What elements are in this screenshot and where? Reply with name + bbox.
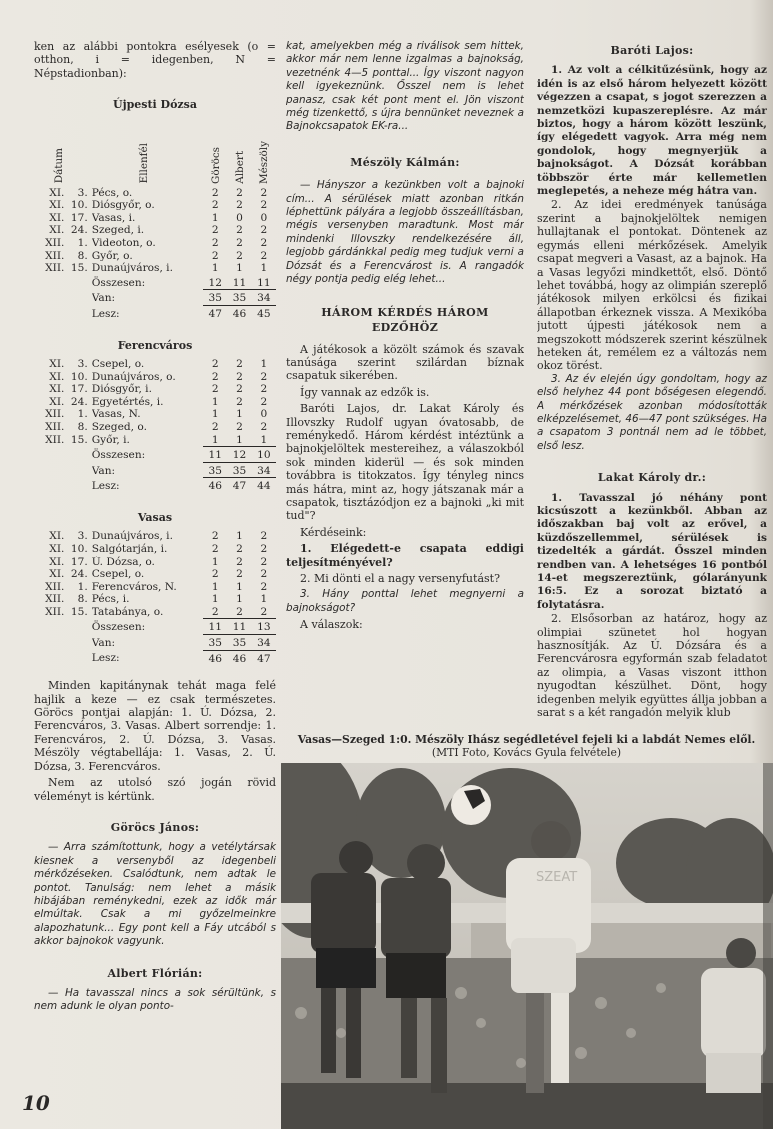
spacer bbox=[67, 305, 91, 320]
day-cell: 15. bbox=[70, 606, 88, 619]
albert-total: 12 bbox=[227, 447, 251, 463]
meszoly-points: 1 bbox=[260, 593, 268, 606]
gorocs-points: 1 bbox=[211, 555, 219, 568]
interview-heading-lakat: Lakat Károly dr.: bbox=[597, 471, 707, 485]
table-row bbox=[34, 530, 276, 543]
albert-points: 2 bbox=[236, 568, 243, 581]
month-cell: XI. bbox=[49, 555, 65, 568]
month-cell: XI. bbox=[49, 530, 65, 543]
albert-total: 11 bbox=[232, 276, 247, 289]
team-heading: Vasas bbox=[137, 510, 173, 524]
paragraph: Baróti Lajos, dr. Lakat Károly és Illovszky Rudolf ugyan óvatosabb, de reménykedő. Három kérdést intéztünk a bajnokjelöltek mestereihez, a válaszokból sok minden kiderül — és sok minden továbbra is titokzatos. Így tényleg nincs más hátra, mint az, hogy játszanak már a csapatok, tisztázódjon ez a bajnoki „ki mit tud"? bbox=[286, 402, 524, 523]
gorocs-points: 1 bbox=[211, 433, 219, 446]
day-cell: 15. bbox=[70, 433, 88, 446]
month-cell: XII. bbox=[45, 249, 65, 262]
meszoly-total: 34 bbox=[252, 290, 276, 306]
day-cell: 8. bbox=[77, 420, 88, 433]
question-2: 2. Mi dönti el a nagy versenyfutást? bbox=[300, 572, 500, 585]
page-number: 10 bbox=[22, 1091, 50, 1115]
opponent-cell: Diósgyőr, o. bbox=[91, 199, 155, 212]
albert-total: 46 bbox=[227, 305, 251, 320]
meszoly-points: 2 bbox=[260, 395, 268, 408]
albert-points: 2 bbox=[236, 199, 243, 212]
question-1: 1. Elégedett-e csapata eddigi teljesítményével? bbox=[286, 542, 524, 569]
table-row bbox=[34, 568, 276, 581]
opponent-cell: Pécs, o. bbox=[91, 186, 133, 199]
albert-points: 1 bbox=[236, 433, 243, 446]
gorocs-points: 2 bbox=[211, 224, 219, 237]
opponent-cell: Ú. Dózsa, o. bbox=[91, 555, 155, 568]
table-row bbox=[34, 358, 276, 371]
albert-points: 2 bbox=[236, 383, 243, 396]
gorocs-points: 2 bbox=[211, 542, 219, 555]
quote-albert: — Ha tavasszal nincs a sok sérültünk, s nem adunk le olyan ponto- bbox=[34, 986, 276, 1013]
match-photo bbox=[281, 763, 773, 1129]
gorocs-total: 35 bbox=[203, 635, 227, 651]
gorocs-total: 11 bbox=[203, 447, 227, 463]
paragraph: A válaszok: bbox=[300, 618, 363, 632]
answer-baroti-3: 3. Az év elején úgy gondoltam, hogy az első helyhez 44 pont bőségesen elegendő. A mérkőzések azonban módosították elképzelésemet, 46—47 pont szükséges. Ha a csapatom 3 pontnál nem ad le többet, első lesz. bbox=[537, 372, 767, 452]
section-heading bbox=[286, 305, 524, 335]
albert-points: 2 bbox=[236, 605, 243, 618]
interview-heading-albert: Albert Flórián: bbox=[107, 966, 203, 980]
section-heading-line-2: EDZŐHÖZ bbox=[371, 320, 439, 334]
day-cell: 15. bbox=[70, 262, 88, 275]
total-row-lesz bbox=[34, 650, 276, 665]
table-row bbox=[34, 434, 276, 447]
gorocs-total: 12 bbox=[208, 276, 222, 289]
gorocs-total: 11 bbox=[203, 619, 227, 635]
month-cell: XI. bbox=[49, 357, 65, 370]
interview-heading-gorocs: Göröcs János: bbox=[110, 820, 200, 834]
gorocs-total: 46 bbox=[203, 650, 227, 665]
column-headers bbox=[34, 118, 276, 184]
opponent-cell: Dunaújváros, i. bbox=[91, 530, 173, 543]
jersey-text: SZEAT bbox=[536, 870, 578, 885]
table-row bbox=[34, 250, 276, 263]
interview-heading-baroti: Baróti Lajos: bbox=[610, 44, 694, 57]
albert-points: 2 bbox=[236, 186, 243, 199]
table-row bbox=[34, 396, 276, 409]
meszoly-points: 2 bbox=[260, 555, 268, 568]
paragraph: A játékosok a közölt számok és szavak tanúsága szerint szilárdan bíznak csapatuk sikerében. bbox=[286, 342, 524, 383]
day-cell: 1. bbox=[77, 580, 88, 593]
opponent-cell: Egyetértés, i. bbox=[91, 395, 164, 408]
answer-baroti-2: 2. Az idei eredmények tanúsága szerint a bajnokjelöltek nemigen hullajtanak el pontokat. Döntenek az egymás elleni mérkőzések. Amelyik csapat megveri a Vasast, az a bajnok. Ha a Vasas legyőzi mindkettőt, első. Döntő lehet továbbá, hogy az olimpián szereplő játékosok milyen erkölcsi és fizikai állapotban érkeznek vissza. A Mexikóba jutott újpesti játékosok nem a megszokott módszerek szerint készülnek heteken át, remélem ez a változás nem okoz törést. bbox=[537, 198, 767, 373]
meszoly-total: 45 bbox=[252, 305, 276, 320]
spacer bbox=[67, 462, 91, 478]
albert-total: 35 bbox=[227, 635, 251, 651]
paragraph: Nem az utolsó szó jogán rövid véleményt is kértünk. bbox=[34, 776, 276, 803]
table-row bbox=[34, 224, 276, 237]
opponent-cell: Csepel, o. bbox=[91, 357, 145, 370]
spacer bbox=[34, 305, 67, 320]
meszoly-total: 44 bbox=[252, 478, 276, 493]
day-cell: 8. bbox=[77, 249, 88, 262]
total-label: Van: bbox=[91, 292, 116, 305]
answer-lakat-1: 1. Tavasszal jó néhány pont kicsúszott a kezünkből. Abban az időszakban baj volt az erővel, a küzdőszellemmel, sérülések is tizedelték a gárdát. Ősszel minden rendben van. A lehetséges 16 pontból 14-et megszereztünk, gólarányunk 16:5. Ez a sorozat biztató a folytatásra. bbox=[537, 491, 767, 611]
albert-total: 11 bbox=[227, 619, 251, 635]
meszoly-total: 34 bbox=[252, 635, 276, 651]
opponent-cell: Vasas, i. bbox=[91, 211, 136, 224]
month-cell: XI. bbox=[49, 370, 65, 383]
day-cell: 1. bbox=[77, 237, 88, 249]
total-label: Lesz: bbox=[91, 480, 120, 493]
schedule-table bbox=[34, 530, 276, 665]
gorocs-points: 2 bbox=[211, 605, 219, 618]
left-column bbox=[34, 40, 276, 1014]
albert-points: 2 bbox=[236, 224, 243, 237]
meszoly-points: 2 bbox=[260, 224, 268, 237]
meszoly-points: 2 bbox=[260, 568, 268, 581]
total-label: Van: bbox=[91, 637, 116, 650]
opponent-cell: Salgótarján, i. bbox=[91, 542, 168, 555]
albert-points: 1 bbox=[236, 580, 243, 593]
albert-points: 1 bbox=[236, 530, 243, 543]
albert-points: 2 bbox=[236, 249, 243, 262]
month-cell: XII. bbox=[45, 408, 65, 421]
meszoly-points: 2 bbox=[260, 237, 268, 249]
gorocs-points: 2 bbox=[211, 199, 219, 212]
total-row-van bbox=[34, 462, 276, 478]
column-header: Göröcs bbox=[210, 146, 222, 184]
photo-caption bbox=[280, 733, 773, 759]
day-cell: 10. bbox=[70, 370, 88, 383]
meszoly-total: 11 bbox=[257, 276, 271, 289]
meszoly-total: 13 bbox=[252, 619, 276, 635]
quote-albert-continued: kat, amelyekben még a riválisok sem hittek, akkor már nem lenne izgalmas a bajnokság, vezetnénk 4—5 ponttal... Így viszont nagyon kell igyekeznünk. Ősszel nem is lehet panasz, csak két pont ment el. Jön viszont még tizenkettő, s újra bennünket neveznek a Bajnokcsapatok EK-ra... bbox=[286, 40, 524, 133]
spacer bbox=[67, 290, 91, 306]
albert-total: 35 bbox=[227, 462, 251, 478]
day-cell: 8. bbox=[77, 593, 88, 606]
table-row bbox=[34, 421, 276, 434]
gorocs-points: 1 bbox=[211, 580, 219, 593]
month-cell: XI. bbox=[49, 395, 65, 408]
day-cell: 17. bbox=[70, 555, 88, 568]
meszoly-total: 34 bbox=[252, 462, 276, 478]
gorocs-points: 2 bbox=[211, 186, 219, 199]
month-cell: XI. bbox=[49, 211, 65, 224]
opponent-cell: Győr, i. bbox=[91, 433, 130, 446]
meszoly-points: 2 bbox=[260, 383, 268, 396]
albert-points: 2 bbox=[236, 357, 243, 370]
month-cell: XII. bbox=[45, 420, 65, 433]
day-cell: 10. bbox=[70, 542, 88, 555]
spacer bbox=[34, 447, 67, 463]
spacer bbox=[34, 275, 67, 290]
albert-points: 2 bbox=[236, 542, 243, 555]
paragraph: Így vannak az edzők is. bbox=[300, 385, 430, 399]
gorocs-points: 1 bbox=[211, 211, 219, 224]
opponent-cell: Szeged, o. bbox=[91, 420, 147, 433]
gorocs-points: 2 bbox=[211, 370, 219, 383]
opponent-cell: Diósgyőr, i. bbox=[91, 383, 152, 396]
middle-column bbox=[286, 40, 524, 730]
gorocs-total: 46 bbox=[203, 478, 227, 493]
meszoly-points: 2 bbox=[260, 542, 268, 555]
meszoly-points: 0 bbox=[260, 211, 268, 224]
opponent-cell: Videoton, o. bbox=[91, 237, 156, 249]
question-3: 3. Hány ponttal lehet megnyerni a bajnokságot? bbox=[286, 588, 524, 614]
schedule-table bbox=[34, 187, 276, 321]
month-cell: XI. bbox=[49, 186, 65, 199]
meszoly-points: 2 bbox=[260, 186, 268, 199]
gorocs-points: 2 bbox=[211, 420, 219, 433]
total-row-van bbox=[34, 635, 276, 651]
quote-gorocs: — Arra számítottunk, hogy a vetélytársak kiesnek a versenyből az idegenbeli mérkőzéseken. Csalódtunk, nem adtak le pontot. Tanulság: nem lehet a másik hibájában reménykedni, ezek az idők már elmúltak. Csak a mi győzelmeinkre alapozhatunk... Egy pont kell a Fáy utcából s akkor bajnokok vagyunk. bbox=[34, 841, 276, 948]
day-cell: 24. bbox=[70, 224, 88, 237]
gorocs-total: 35 bbox=[203, 290, 227, 306]
total-label: Lesz: bbox=[91, 652, 120, 665]
table-row bbox=[34, 212, 276, 225]
gorocs-points: 1 bbox=[211, 593, 219, 606]
day-cell: 3. bbox=[77, 357, 88, 370]
table-row bbox=[34, 383, 276, 396]
day-cell: 3. bbox=[77, 530, 88, 543]
spacer bbox=[67, 478, 91, 493]
total-label: Van: bbox=[91, 464, 116, 477]
gorocs-points: 2 bbox=[211, 383, 219, 396]
month-cell: XI. bbox=[49, 542, 65, 555]
intro-text: ken az alábbi pontokra esélyesek (o = otthon, i = idegenben, N = Népstadionban): bbox=[34, 40, 276, 80]
table-row bbox=[34, 408, 276, 421]
gorocs-points: 2 bbox=[211, 237, 219, 249]
table-row bbox=[34, 371, 276, 384]
spacer bbox=[34, 619, 67, 635]
opponent-cell: Csepel, o. bbox=[91, 568, 145, 581]
month-cell: XII. bbox=[45, 593, 65, 606]
table-row bbox=[34, 187, 276, 200]
meszoly-points: 1 bbox=[260, 433, 268, 446]
spacer bbox=[67, 650, 91, 665]
meszoly-points: 0 bbox=[260, 408, 268, 421]
total-label: Lesz: bbox=[91, 307, 120, 320]
month-cell: XII. bbox=[45, 606, 65, 619]
albert-total: 47 bbox=[227, 478, 251, 493]
ball bbox=[451, 785, 491, 825]
albert-total: 46 bbox=[227, 650, 251, 665]
team-heading: Ferencváros bbox=[117, 338, 193, 352]
total-row-osszesen bbox=[34, 619, 276, 635]
month-cell: XI. bbox=[49, 199, 65, 212]
total-row-lesz bbox=[34, 478, 276, 493]
month-cell: XII. bbox=[45, 262, 65, 275]
opponent-cell: Vasas, N. bbox=[91, 408, 141, 421]
albert-points: 1 bbox=[236, 408, 243, 421]
gorocs-points: 2 bbox=[211, 357, 219, 370]
day-cell: 10. bbox=[70, 199, 88, 212]
gorocs-points: 2 bbox=[211, 530, 219, 543]
total-row-osszesen bbox=[34, 447, 276, 463]
albert-points: 1 bbox=[236, 262, 243, 275]
spacer bbox=[34, 650, 67, 665]
albert-points: 0 bbox=[236, 211, 243, 224]
month-cell: XI. bbox=[49, 568, 65, 581]
spacer bbox=[34, 478, 67, 493]
column-header: Ellenfél bbox=[138, 143, 150, 184]
section-heading-line-1: HÁROM KÉRDÉS HÁROM bbox=[321, 305, 489, 319]
caption-credit: (MTI Foto, Kovács Gyula felvétele) bbox=[431, 746, 622, 759]
table-row bbox=[34, 543, 276, 556]
schedule-tables bbox=[34, 98, 276, 665]
albert-points: 2 bbox=[236, 420, 243, 433]
opponent-cell: Pécs, i. bbox=[91, 593, 130, 606]
table-row bbox=[34, 199, 276, 212]
total-row-osszesen bbox=[34, 275, 276, 290]
opponent-cell: Dunaújváros, o. bbox=[91, 370, 176, 383]
gorocs-total: 35 bbox=[203, 462, 227, 478]
albert-points: 2 bbox=[236, 237, 243, 249]
table-row bbox=[34, 556, 276, 569]
table-row bbox=[34, 237, 276, 250]
interview-heading-meszoly: Mészöly Kálmán: bbox=[350, 155, 460, 169]
football-match-photo bbox=[281, 763, 773, 1129]
day-cell: 1. bbox=[77, 408, 88, 421]
column-header: Mészöly bbox=[258, 140, 270, 184]
spacer bbox=[34, 635, 67, 651]
team-heading: Újpesti Dózsa bbox=[113, 98, 197, 112]
total-label: Összesen: bbox=[91, 621, 146, 634]
schedule-table bbox=[34, 358, 276, 493]
quote-meszoly: — Hányszor a kezünkben volt a bajnoki cím... A sérülések miatt azonban ritkán léphettünk pályára a legjobb összeállításban, mégis versenyben maradtunk. Most már mindenki Illovszky rendelkezésére áll, legjobb gárdánkkal pedig meg tudjuk verni a Dózsát és a Ferencvárost is. A rangadók négy pontja pedig elég lehet... bbox=[286, 179, 524, 286]
gorocs-points: 1 bbox=[211, 395, 219, 408]
spacer bbox=[67, 619, 91, 635]
albert-points: 2 bbox=[236, 395, 243, 408]
gorocs-points: 2 bbox=[211, 249, 219, 262]
month-cell: XI. bbox=[49, 224, 65, 237]
opponent-cell: Dunaújváros, i. bbox=[91, 262, 173, 275]
meszoly-points: 2 bbox=[260, 530, 268, 543]
meszoly-points: 2 bbox=[260, 580, 268, 593]
total-row-lesz bbox=[34, 305, 276, 320]
albert-points: 1 bbox=[236, 593, 243, 606]
meszoly-points: 2 bbox=[260, 420, 268, 433]
meszoly-total: 47 bbox=[252, 650, 276, 665]
gorocs-points: 1 bbox=[211, 262, 219, 275]
month-cell: XII. bbox=[45, 237, 65, 249]
total-label: Összesen: bbox=[91, 449, 146, 462]
meszoly-total: 10 bbox=[252, 447, 276, 463]
meszoly-points: 2 bbox=[260, 370, 268, 383]
meszoly-points: 2 bbox=[260, 199, 268, 212]
table-row bbox=[34, 606, 276, 619]
spacer bbox=[34, 290, 67, 306]
meszoly-points: 2 bbox=[260, 249, 268, 262]
spacer bbox=[67, 635, 91, 651]
paragraph: Kérdéseink: bbox=[300, 525, 367, 539]
day-cell: 3. bbox=[77, 186, 88, 199]
opponent-cell: Szeged, i. bbox=[91, 224, 145, 237]
table-row bbox=[34, 262, 276, 275]
albert-points: 2 bbox=[236, 370, 243, 383]
day-cell: 17. bbox=[70, 211, 88, 224]
opponent-cell: Tatabánya, o. bbox=[91, 606, 164, 619]
albert-total: 35 bbox=[227, 290, 251, 306]
table-row bbox=[34, 593, 276, 606]
column-header: Dátum bbox=[53, 148, 65, 184]
gorocs-points: 1 bbox=[211, 408, 219, 421]
total-label: Összesen: bbox=[91, 277, 146, 290]
opponent-cell: Ferencváros, N. bbox=[91, 580, 177, 593]
paragraph: Minden kapitánynak tehát maga felé hajlik a keze — ez csak természetes. Göröcs pontjai alapján: 1. Ú. Dózsa, 2. Ferencváros, 3. Vasas. Albert sorrendje: 1. Ferencváros, 2. Ú. Dózsa, 3. Vasas. Mészöly végtabellája: 1. Vasas, 2. Ú. Dózsa, 3. Ferencváros. bbox=[34, 679, 276, 773]
month-cell: XII. bbox=[45, 433, 65, 446]
gorocs-points: 2 bbox=[211, 568, 219, 581]
opponent-cell: Győr, o. bbox=[91, 249, 133, 262]
meszoly-points: 1 bbox=[260, 262, 268, 275]
month-cell: XI. bbox=[49, 383, 65, 396]
answer-baroti-1: 1. Az volt a célkitűzésünk, hogy az idén is az első három helyezett között végezzen a csapat, s jogot szerezzen a nemzetközi kupaszereplésre. Az már biztos, hogy a három között leszünk, így elégedett vagyok. Arra még nem gondolok, hogy megnyerjük a bajnokságot. A Dózsát korábban többször érte már kellemetlen meglepetés, a neheze még hátra van. bbox=[537, 64, 767, 198]
month-cell: XII. bbox=[45, 580, 65, 593]
spacer bbox=[67, 275, 91, 290]
right-column bbox=[537, 40, 767, 730]
meszoly-points: 2 bbox=[260, 605, 268, 618]
column-header: Albert bbox=[234, 150, 246, 184]
total-row-van bbox=[34, 290, 276, 306]
gorocs-total: 47 bbox=[203, 305, 227, 320]
day-cell: 17. bbox=[70, 383, 88, 396]
table-row bbox=[34, 581, 276, 594]
spacer bbox=[67, 447, 91, 463]
day-cell: 24. bbox=[70, 395, 88, 408]
albert-points: 2 bbox=[236, 555, 243, 568]
answer-lakat-2: 2. Elsősorban az határoz, hogy az olimpiai szünetet hol hogyan hasznosítják. Az Ú. Dózsára és a Ferencvárosra egyformán szab feladatot az olimpia, a Vasas viszont itthon nyugodtan készülhet. Dönt, hogy idegenben melyik együttes állja jobban a sarat s a két rangadón melyik klub bbox=[537, 612, 767, 720]
day-cell: 24. bbox=[70, 568, 88, 581]
caption-line-1: Vasas—Szeged 1:0. Mészöly Ihász segédletével fejeli ki a labdát Nemes elől. bbox=[297, 733, 756, 746]
spacer bbox=[34, 462, 67, 478]
meszoly-points: 1 bbox=[260, 357, 268, 370]
